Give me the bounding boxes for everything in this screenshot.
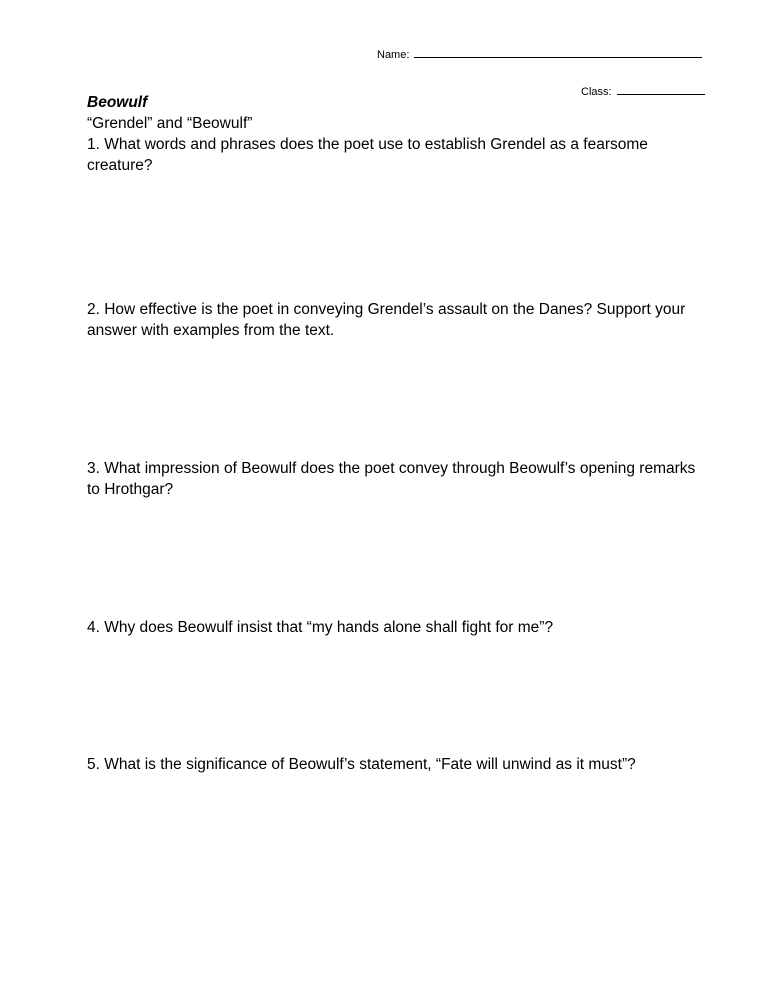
class-label: Class: xyxy=(581,86,612,98)
name-blank-line[interactable] xyxy=(414,46,702,58)
question-3: 3. What impression of Beowulf does the poet convey through Beowulf’s opening remarks to Hrothgar? xyxy=(87,460,696,498)
worksheet-subtitle: “Grendel” and “Beowulf” xyxy=(87,115,253,132)
worksheet-title: Beowulf xyxy=(87,94,148,111)
question-1: 1. What words and phrases does the poet use to establish Grendel as a fearsome creature? xyxy=(87,136,648,174)
question-2: 2. How effective is the poet in conveying Grendel’s assault on the Danes? Support your answer with examples from the text. xyxy=(87,301,686,339)
question-5: 5. What is the significance of Beowulf’s statement, “Fate will unwind as it must”? xyxy=(87,756,636,773)
worksheet-header xyxy=(87,92,707,176)
question-4: 4. Why does Beowulf insist that “my hands alone shall fight for me”? xyxy=(87,619,554,636)
name-label: Name: xyxy=(377,49,410,61)
name-field xyxy=(377,46,702,62)
